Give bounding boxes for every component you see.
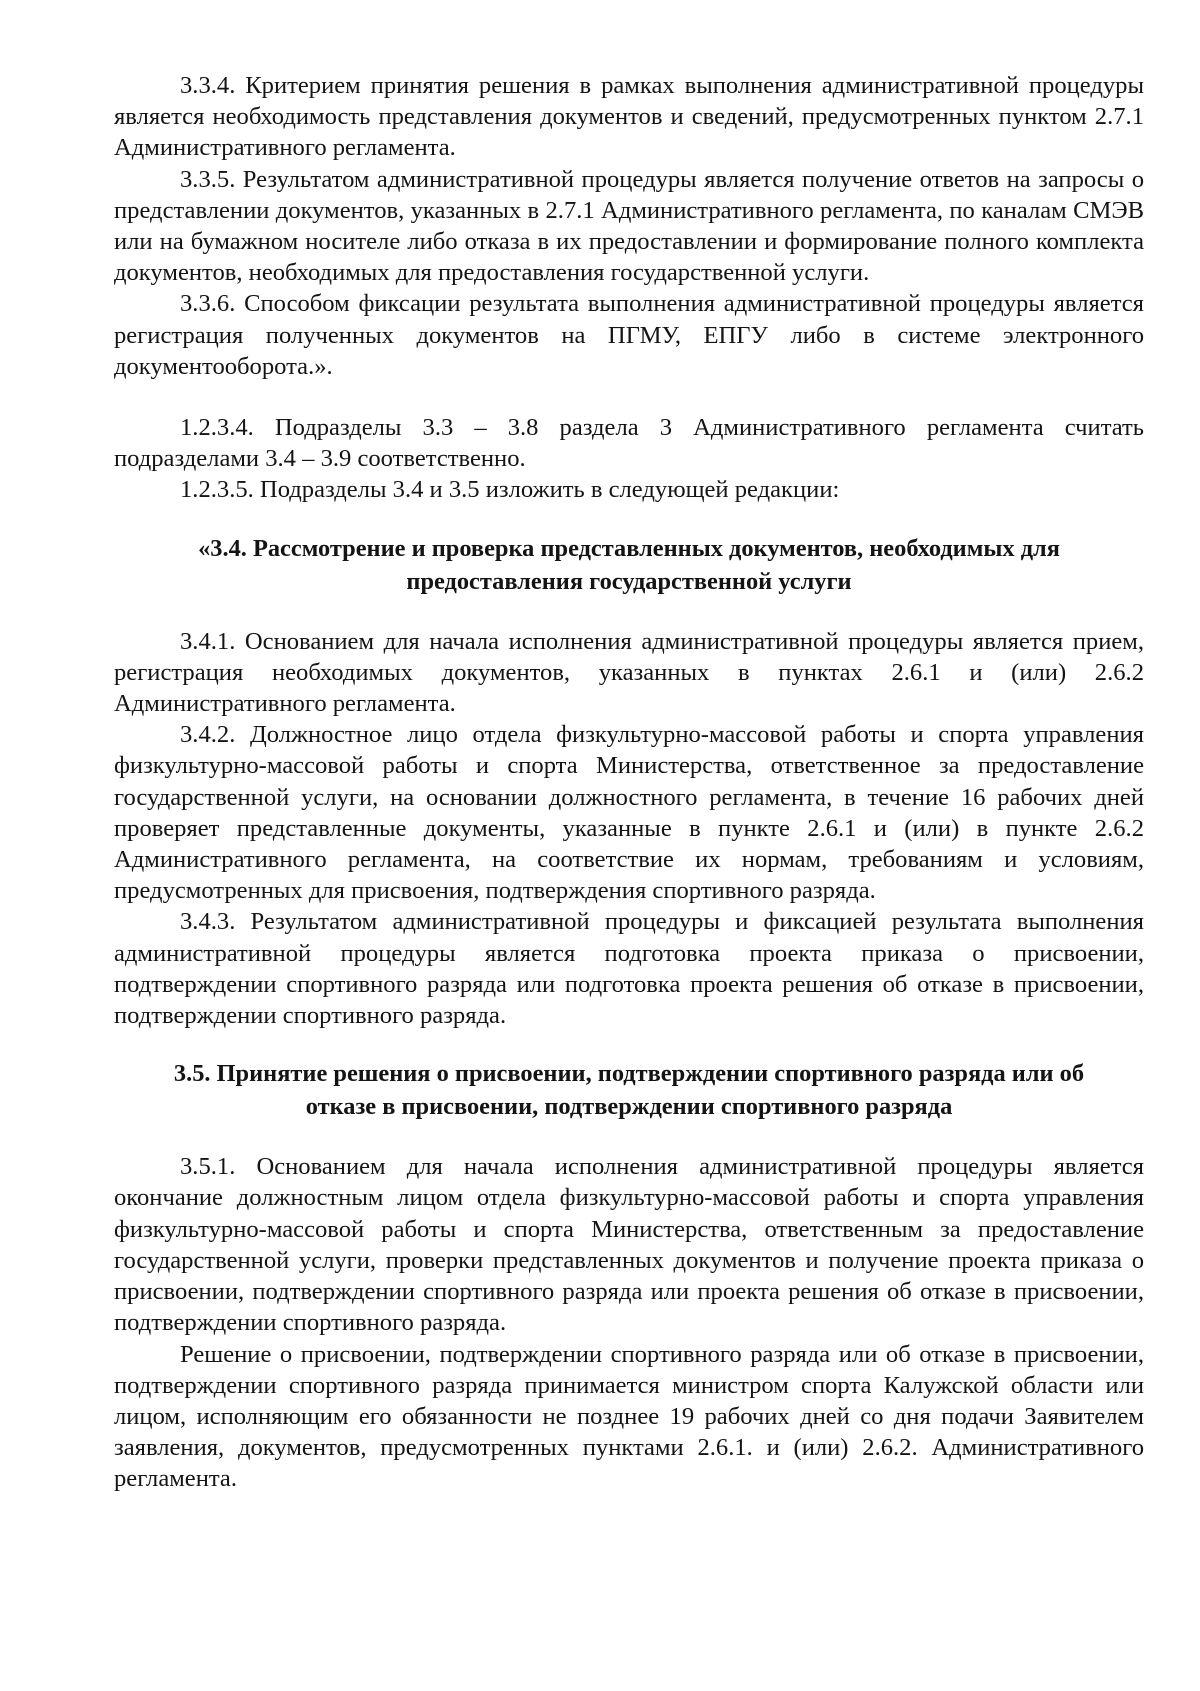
- paragraph-3-4-3: 3.4.3. Результатом административной процедуры и фиксацией результата выполнения административной процедуры является подготовка проекта приказа о присвоении, подтверждении спортивного разряда или подготовка проекта решения об отказе в присвоении, подтверждении спортивного разряда.: [114, 908, 1144, 1030]
- section-3-4-heading-line1: «3.4. Рассмотрение и проверка представленных документов, необходимых для: [198, 534, 1060, 562]
- section-3-4-heading-line2: предоставления государственной услуги: [406, 567, 852, 595]
- section-3-5-heading-line1: 3.5. Принятие решения о присвоении, подтверждении спортивного разряда или об: [173, 1060, 1085, 1088]
- section-3-4-heading: [114, 532, 1144, 598]
- paragraph-3-4-1: 3.4.1. Основанием для начала исполнения административной процедуры является прием, регистрация необходимых документов, указанных в пунктах 2.6.1 и (или) 2.6.2 Административного регламента.: [114, 627, 1144, 718]
- paragraph-3-3-6: 3.3.6. Способом фиксации результата выполнения административной процедуры является регистрация полученных документов на ПГМУ, ЕПГУ либо в системе электронного документооборота.».: [114, 290, 1144, 380]
- section-3-5-heading: [114, 1057, 1144, 1123]
- paragraph-3-4-2: 3.4.2. Должностное лицо отдела физкультурно-массовой работы и спорта управления физкультурно-массовой работы и спорта Министерства, ответственное за предоставление государственной услуги, на основании должностного регламента, в течение 16 рабочих дней проверяет представленные документы, указанные в пункте 2.6.1 и (или) в пункте 2.6.2 Административного регламента, на соответствие их нормам, требованиям и условиям, предусмотренных для присвоения, подтверждения спортивного разряда.: [114, 721, 1144, 905]
- paragraph-1-2-3-4: 1.2.3.4. Подразделы 3.3 – 3.8 раздела 3 Административного регламента считать подразделами 3.4 – 3.9 соответственно.: [114, 414, 1144, 473]
- paragraph-3-3-4: 3.3.4. Критерием принятия решения в рамках выполнения административной процедуры является необходимость представления документов и сведений, предусмотренных пунктом 2.7.1 Административного регламента.: [114, 72, 1144, 162]
- paragraph-1-2-3-5: 1.2.3.5. Подразделы 3.4 и 3.5 изложить в следующей редакции:: [180, 476, 840, 504]
- section-3-5-heading-line2: отказе в присвоении, подтверждении спортивного разряда: [305, 1093, 953, 1121]
- paragraph-3-3-5: 3.3.5. Результатом административной процедуры является получение ответов на запросы о представлении документов, указанных в 2.7.1 Административного регламента, по каналам СМЭВ или на бумажном носителе либо отказа в их предоставлении и формирование полного комплекта документов, необходимых для предоставления государственной услуги.: [114, 165, 1144, 287]
- paragraph-decision: Решение о присвоении, подтверждении спортивного разряда или об отказе в присвоении, подтверждении спортивного разряда принимается министром спорта Калужской области или лицом, исполняющим его обязанности не позднее 19 рабочих дней со дня подачи Заявителем заявления, документов, предусмотренных пунктами 2.6.1. и (или) 2.6.2. Административного регламента.: [114, 1340, 1144, 1493]
- document-page: [114, 70, 1144, 1495]
- paragraph-3-5-1: 3.5.1. Основанием для начала исполнения административной процедуры является окончание должностным лицом отдела физкультурно-массовой работы и спорта управления физкультурно-массовой работы и спорта Министерства, ответственным за предоставление государственной услуги, проверки представленных документов и получение проекта приказа о присвоении, подтверждении спортивного разряда или проекта решения об отказе в присвоении, подтверждении спортивного разряда.: [114, 1153, 1144, 1337]
